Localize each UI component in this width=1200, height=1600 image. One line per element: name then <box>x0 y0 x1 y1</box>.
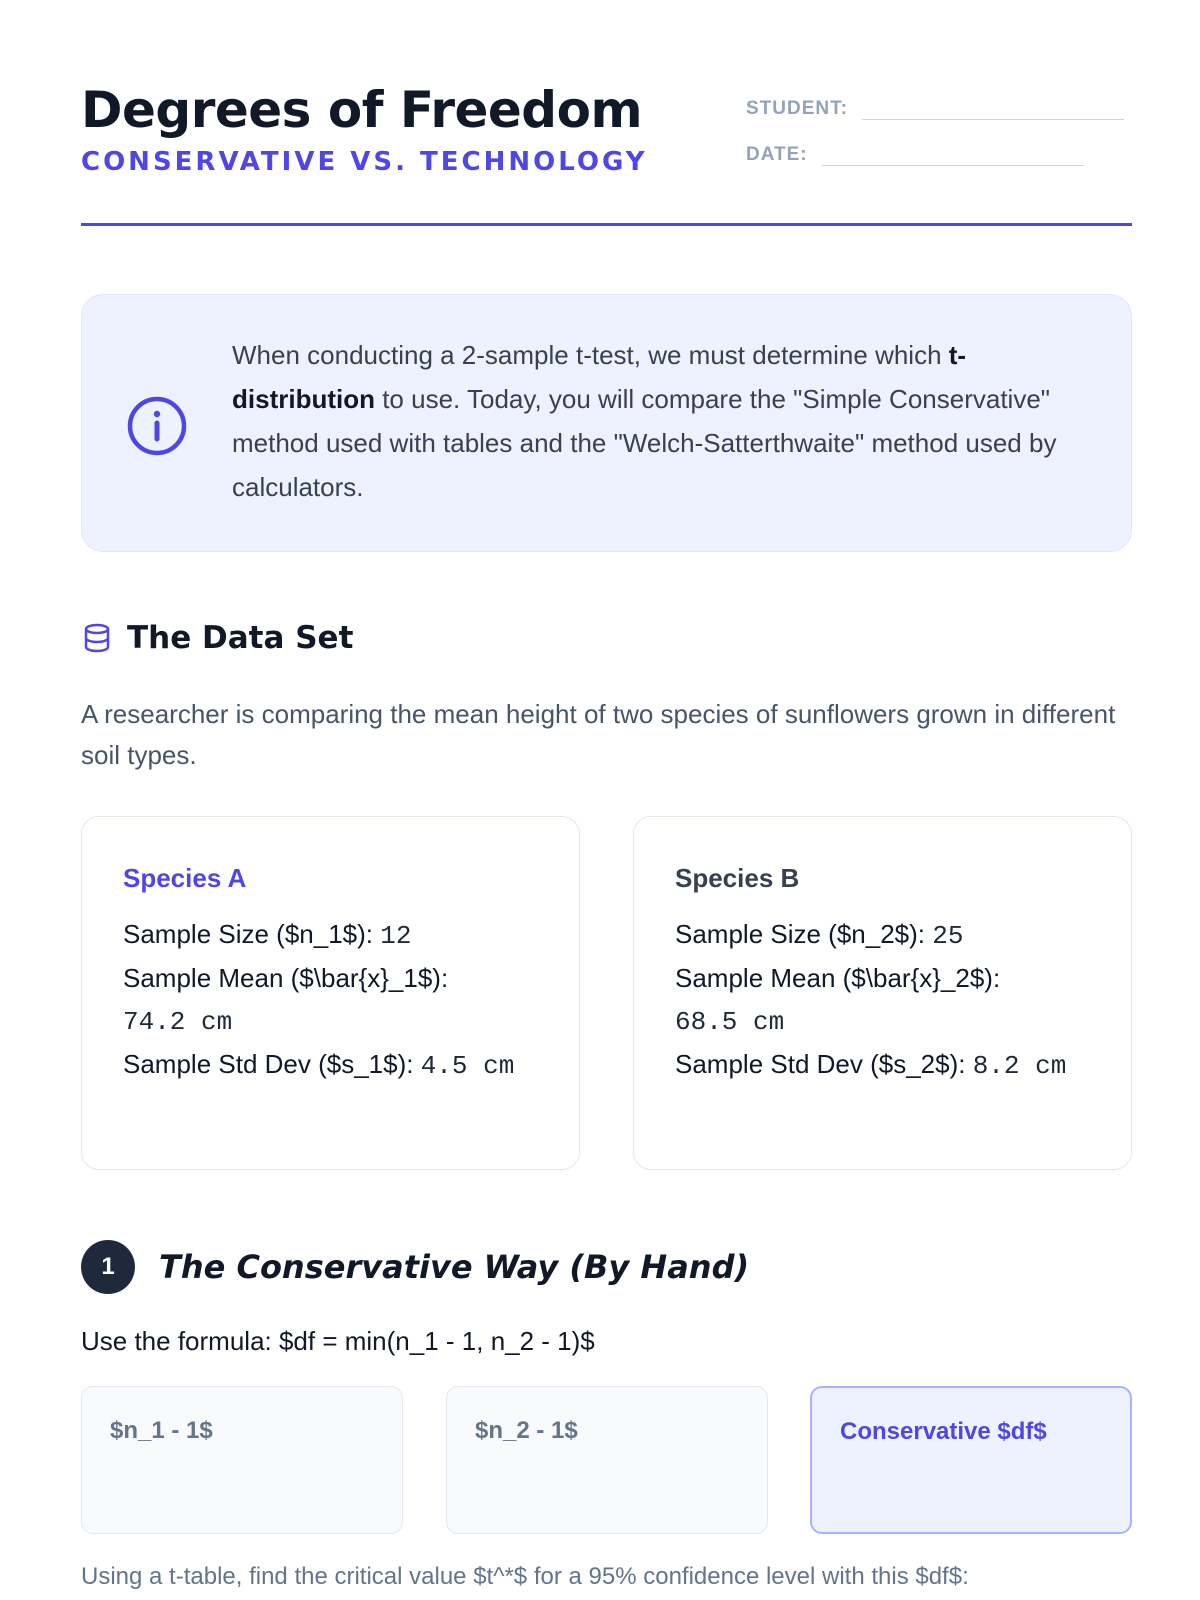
stat-value: 74.2 cm <box>123 1007 233 1037</box>
student-label: STUDENT: <box>746 98 848 119</box>
species-a-mean <box>123 957 539 1043</box>
species-b-mean <box>675 957 1091 1043</box>
t-table-instruction: Using a t-table, find the critical value $t^*$ for a 95% confidence level with this $df$: <box>81 1563 969 1590</box>
dataset-title: The Data Set <box>127 620 354 656</box>
df-formula: Use the formula: $df = min(n_1 - 1, n_2 - 1)$ <box>81 1326 595 1356</box>
callout-text-bold: t-distribution <box>232 340 967 414</box>
callout-text-part: to use. Today, you will compare the "Simple Conservative" method used with tables and the "Welch-Satterthwaite" method used by calculators. <box>232 384 1057 502</box>
n2-minus-1-answer-box[interactable] <box>446 1386 768 1534</box>
header <box>81 78 1132 226</box>
dataset-description: A researcher is comparing the mean height of two species of sunflowers grown in different soil types. <box>81 699 1116 770</box>
stat-label: Sample Mean ($\bar{x}_2$): <box>675 963 1001 993</box>
page-title: Degrees of Freedom <box>81 81 643 139</box>
step-number-badge: 1 <box>81 1240 135 1294</box>
species-b-card <box>633 816 1132 1170</box>
date-line[interactable] <box>822 140 1084 166</box>
callout-text-part: When conducting a 2-sample t-test, we must determine which <box>232 340 949 370</box>
section-1-heading <box>81 1240 749 1294</box>
stat-value: 4.5 cm <box>420 1051 515 1081</box>
box-label: $n_2 - 1$ <box>475 1417 578 1444</box>
dataset-heading <box>81 620 353 656</box>
stat-label: Sample Std Dev ($s_1$): <box>123 1049 414 1079</box>
date-label: DATE: <box>746 144 808 165</box>
stat-value: 25 <box>932 921 964 951</box>
date-field-row <box>746 140 1084 166</box>
species-a-title: Species A <box>123 863 247 893</box>
box-label: Conservative $df$ <box>840 1418 1047 1445</box>
database-icon <box>81 622 113 654</box>
species-a-card <box>81 816 580 1170</box>
stat-value: 8.2 cm <box>972 1051 1067 1081</box>
species-b-sd <box>675 1043 1075 1087</box>
page-subtitle: CONSERVATIVE VS. TECHNOLOGY <box>81 147 648 177</box>
species-a-size <box>123 913 539 957</box>
stat-label: Sample Size ($n_1$): <box>123 919 374 949</box>
stat-label: Sample Mean ($\bar{x}_1$): <box>123 963 449 993</box>
species-b-size <box>675 913 1091 957</box>
stat-value: 12 <box>380 921 412 951</box>
conservative-df-answer-box[interactable] <box>810 1386 1132 1534</box>
student-name-line[interactable] <box>862 94 1124 120</box>
stat-value: 68.5 cm <box>675 1007 785 1037</box>
info-icon <box>126 395 188 457</box>
n1-minus-1-answer-box[interactable] <box>81 1386 403 1534</box>
stat-label: Sample Size ($n_2$): <box>675 919 926 949</box>
info-callout <box>81 294 1132 552</box>
species-b-title: Species B <box>675 863 800 893</box>
stat-label: Sample Std Dev ($s_2$): <box>675 1049 966 1079</box>
species-a-sd <box>123 1043 539 1087</box>
student-field-row <box>746 94 1124 120</box>
section-1-title: The Conservative Way (By Hand) <box>159 1248 750 1286</box>
callout-text <box>232 333 1082 509</box>
box-label: $n_1 - 1$ <box>110 1417 213 1444</box>
